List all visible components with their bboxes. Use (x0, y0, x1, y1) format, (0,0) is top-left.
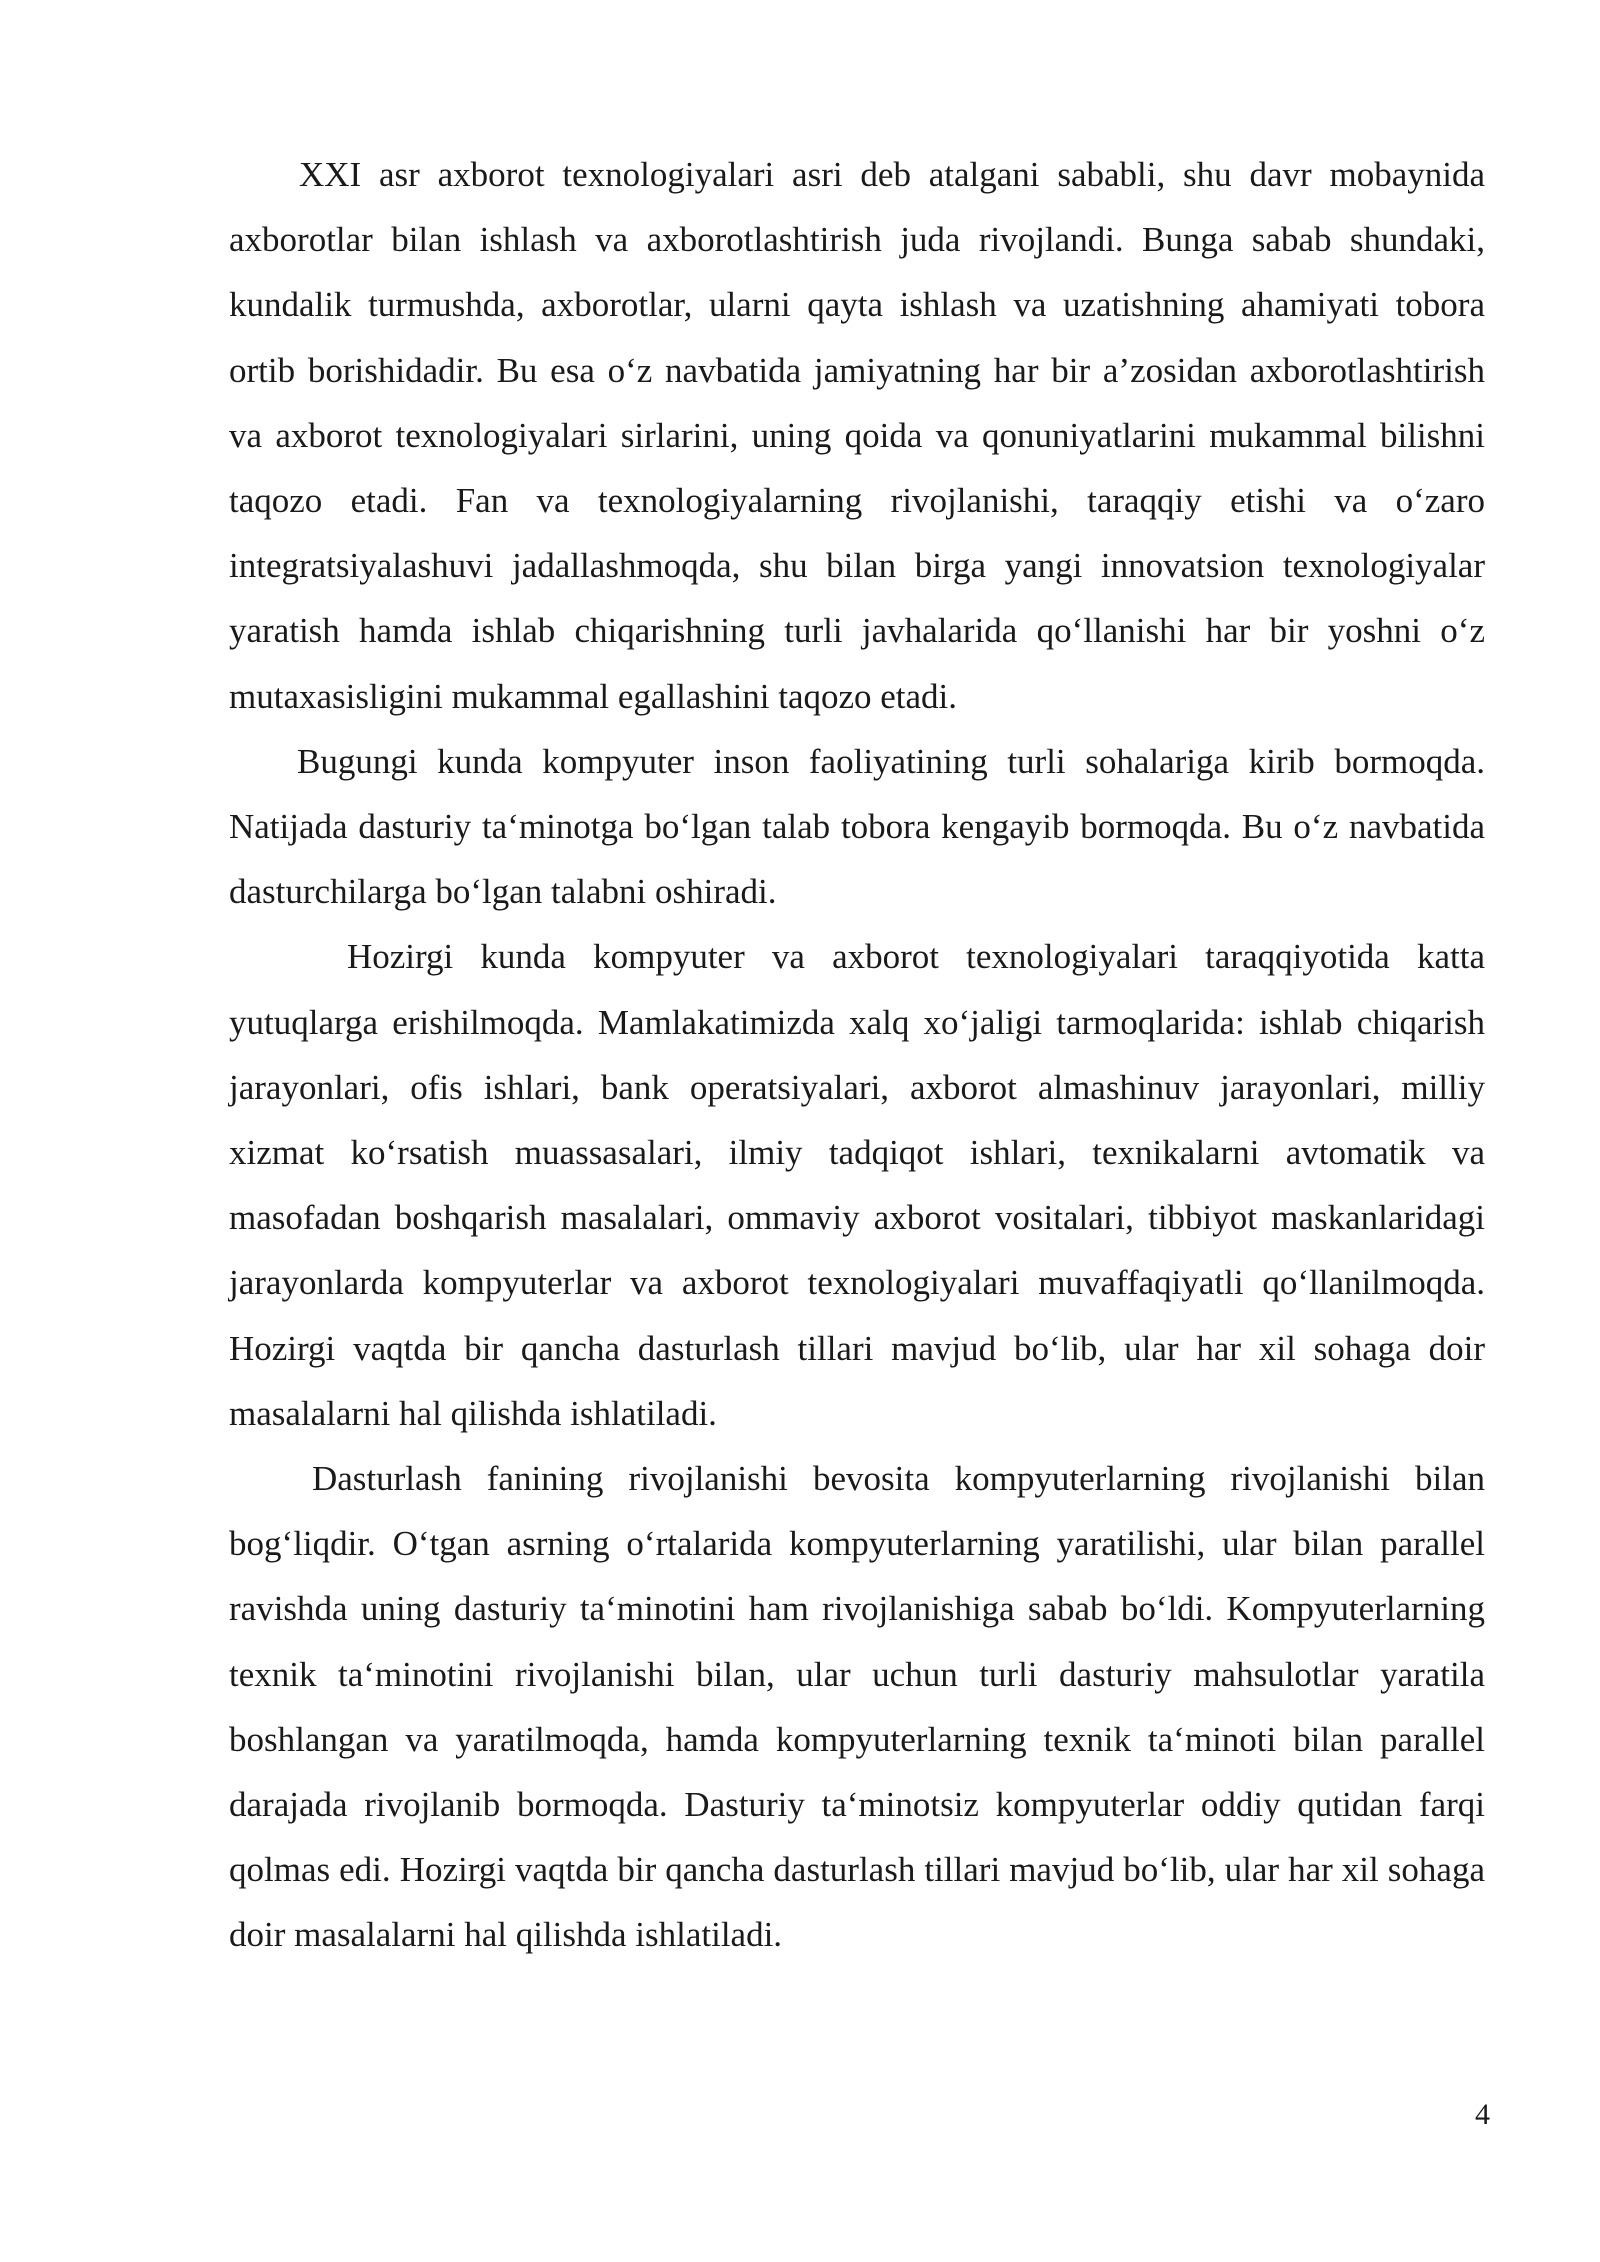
document-body (229, 142, 1485, 1968)
page-number: 4 (1475, 2098, 1490, 2131)
paragraph: Hozirgi kunda kompyuter va axborot texnologiyalari taraqqiyotida katta yutuqlarga erishilmoqda. Mamlakatimizda xalq xo‘jaligi tarmoqlarida: ishlab chiqarish jarayonlari, ofis ishlari, bank operatsiyalari, axborot almashinuv jarayonlari, milliy xizmat ko‘rsatish muassasalari, ilmiy tadqiqot ishlari, texnikalarni avtomatik va masofadan boshqarish masalalari, ommaviy axborot vositalari, tibbiyot maskanlaridagi jarayonlarda kompyuterlar va axborot texnologiyalari muvaffaqiyatli qo‘llanilmoqda. Hozirgi vaqtda bir qancha dasturlash tillari mavjud bo‘lib, ular har xil sohaga doir masalalarni hal qilishda ishlatiladi. (229, 937, 1485, 1433)
paragraph: Dasturlash fanining rivojlanishi bevosita kompyuterlarning rivojlanishi bilan bog‘liqdir. O‘tgan asrning o‘rtalarida kompyuterlarning yaratilishi, ular bilan parallel ravishda uning dasturiy ta‘minotini ham rivojlanishiga sabab bo‘ldi. Kompyuterlarning texnik ta‘minotini rivojlanishi bilan, ular uchun turli dasturiy mahsulotlar yaratila boshlangan va yaratilmoqda, hamda kompyuterlarning texnik ta‘minoti bilan parallel darajada rivojlanib bormoqda. Dasturiy ta‘minotsiz kompyuterlar oddiy qutidan farqi qolmas edi. Hozirgi vaqtda bir qancha dasturlash tillari mavjud bo‘lib, ular har xil sohaga doir masalalarni hal qilishda ishlatiladi. (229, 1459, 1485, 1955)
paragraph: XXI asr axborot texnologiyalari asri deb atalgani sababli, shu davr mobaynida axborotlar bilan ishlash va axborotlashtirish juda rivojlandi. Bunga sabab shundaki, kundalik turmushda, axborotlar, ularni qayta ishlash va uzatishning ahamiyati tobora ortib borishidadir. Bu esa o‘z navbatida jamiyatning har bir a’zosidan axborotlashtirish va axborot texnologiyalari sirlarini, uning qoida va qonuniyatlarini mukammal bilishni taqozo etadi. Fan va texnologiyalarning rivojlanishi, taraqqiy etishi va o‘zaro integratsiyalashuvi jadallashmoqda, shu bilan birga yangi innovatsion texnologiyalar yaratish hamda ishlab chiqarishning turli javhalarida qo‘llanishi har bir yoshni o‘z mutaxasisligini mukammal egallashini taqozo etadi. (229, 155, 1485, 716)
paragraph: Bugungi kunda kompyuter inson faoliyatining turli sohalariga kirib bormoqda. Natijada dasturiy ta‘minotga bo‘lgan talab tobora kengayib bormoqda. Bu o‘z navbatida dasturchilarga bo‘lgan talabni oshiradi. (229, 741, 1485, 912)
